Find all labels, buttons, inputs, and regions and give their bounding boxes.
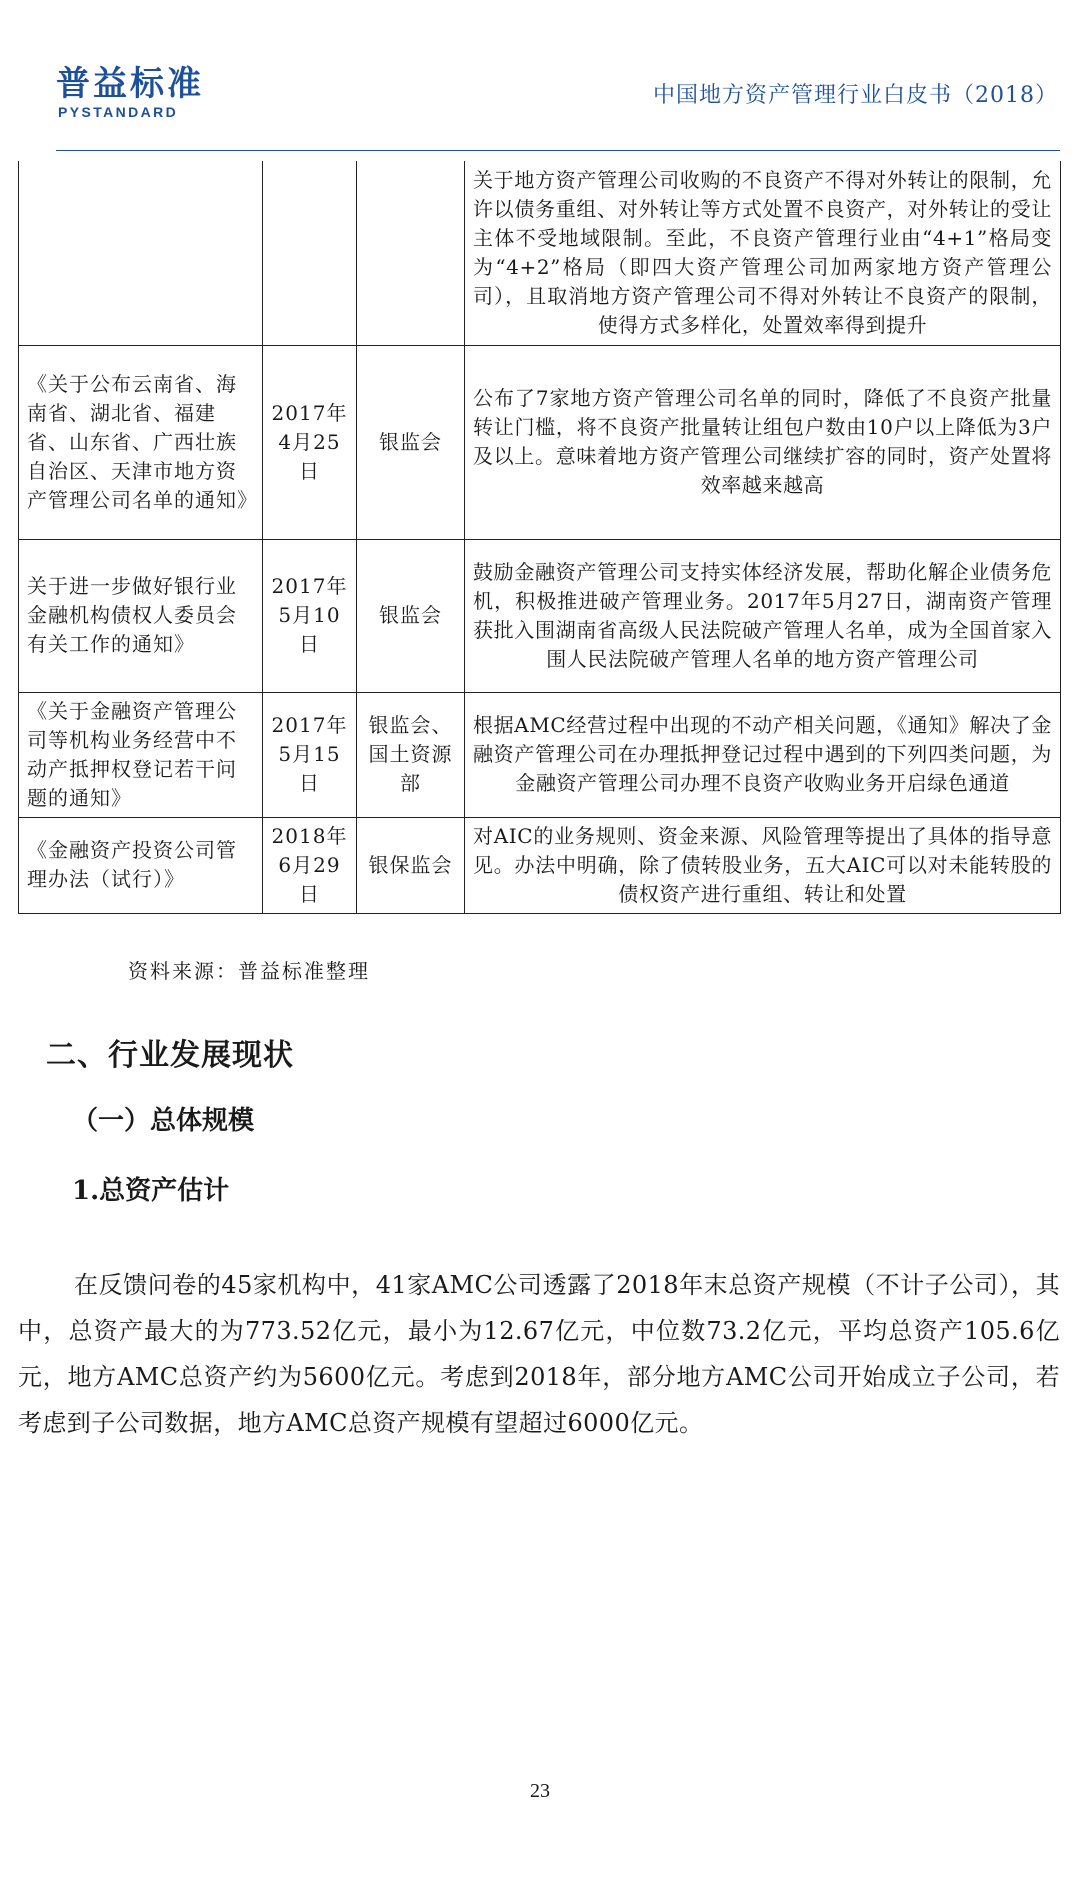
- policy-description-cell: 鼓励金融资产管理公司支持实体经济发展，帮助化解企业债务危机，积极推进破产管理业务。2017年5月27日，湖南资产管理获批入围湖南省高级人民法院破产管理人名单，成为全国首家入围人民法院破产管理人名单的地方资产管理公司: [465, 539, 1061, 692]
- sub-subsection-heading: 1.总资产估计: [72, 1176, 230, 1206]
- policy-issuer-cell: 银监会、国土资源部: [357, 692, 465, 817]
- document-title: 中国地方资产管理行业白皮书（2018）: [653, 83, 1058, 108]
- table-row: [19, 817, 1061, 913]
- policy-name-cell: 《金融资产投资公司管理办法（试行）》: [19, 817, 263, 913]
- section-heading: 二、行业发展现状: [46, 1038, 294, 1073]
- body-paragraph: 在反馈问卷的45家机构中，41家AMC公司透露了2018年末总资产规模（不计子公司），其中，总资产最大的为773.52亿元，最小为12.67亿元，中位数73.2亿元，平均总资产105.6亿元，地方AMC总资产约为5600亿元。考虑到2018年，部分地方AMC公司开始成立子公司，若考虑到子公司数据，地方AMC总资产规模有望超过6000亿元。: [18, 1271, 1060, 1437]
- policy-issuer-cell: 银保监会: [357, 817, 465, 913]
- policy-date-cell: 2018年6月29日: [263, 817, 357, 913]
- subsection-heading: （一）总体规模: [72, 1106, 255, 1136]
- policy-description-cell: 公布了7家地方资产管理公司名单的同时，降低了不良资产批量转让门槛，将不良资产批量转让组包户数由10户以上降低为3户及以上。意味着地方资产管理公司继续扩容的同时，资产处置将效率越来越高: [465, 345, 1061, 539]
- policy-date-cell: 2017年5月15日: [263, 692, 357, 817]
- table-row: [19, 539, 1061, 692]
- logo-subtext: PYSTANDARD: [58, 104, 179, 120]
- policy-name-cell: 《关于公布云南省、海南省、湖北省、福建省、山东省、广西壮族自治区、天津市地方资产管理公司名单的通知》: [19, 345, 263, 539]
- page-number: 23: [530, 1780, 550, 1802]
- policy-date-cell: 2017年5月10日: [263, 539, 357, 692]
- policy-description-cell: 根据AMC经营过程中出现的不动产相关问题，《通知》解决了金融资产管理公司在办理抵押登记过程中遇到的下列四类问题，为金融资产管理公司办理不良资产收购业务开启绿色通道: [465, 692, 1061, 817]
- policy-date-cell: [263, 161, 357, 345]
- table-row: [19, 161, 1061, 345]
- page-header: [0, 0, 1080, 140]
- source-note: 资料来源：普益标准整理: [128, 959, 370, 983]
- header-divider: [56, 150, 1060, 151]
- logo-text: 普益标准: [56, 64, 204, 104]
- policy-description-cell: 关于地方资产管理公司收购的不良资产不得对外转让的限制，允许以债务重组、对外转让等方式处置不良资产，对外转让的受让主体不受地域限制。至此，不良资产管理行业由“4+1”格局变为“4+2”格局（即四大资产管理公司加两家地方资产管理公司），且取消地方资产管理公司不得对外转让不良资产的限制，使得方式多样化，处置效率得到提升: [465, 161, 1061, 345]
- policy-table: [18, 161, 1061, 914]
- table-row: [19, 692, 1061, 817]
- table-row: [19, 345, 1061, 539]
- policy-name-cell: 关于进一步做好银行业金融机构债权人委员会有关工作的通知》: [19, 539, 263, 692]
- policy-description-cell: 对AIC的业务规则、资金来源、风险管理等提出了具体的指导意见。办法中明确，除了债转股业务，五大AIC可以对未能转股的债权资产进行重组、转让和处置: [465, 817, 1061, 913]
- policy-name-cell: [19, 161, 263, 345]
- policy-name-cell: 《关于金融资产管理公司等机构业务经营中不动产抵押权登记若干问题的通知》: [19, 692, 263, 817]
- policy-issuer-cell: 银监会: [357, 345, 465, 539]
- policy-issuer-cell: 银监会: [357, 539, 465, 692]
- policy-date-cell: 2017年4月25日: [263, 345, 357, 539]
- policy-issuer-cell: [357, 161, 465, 345]
